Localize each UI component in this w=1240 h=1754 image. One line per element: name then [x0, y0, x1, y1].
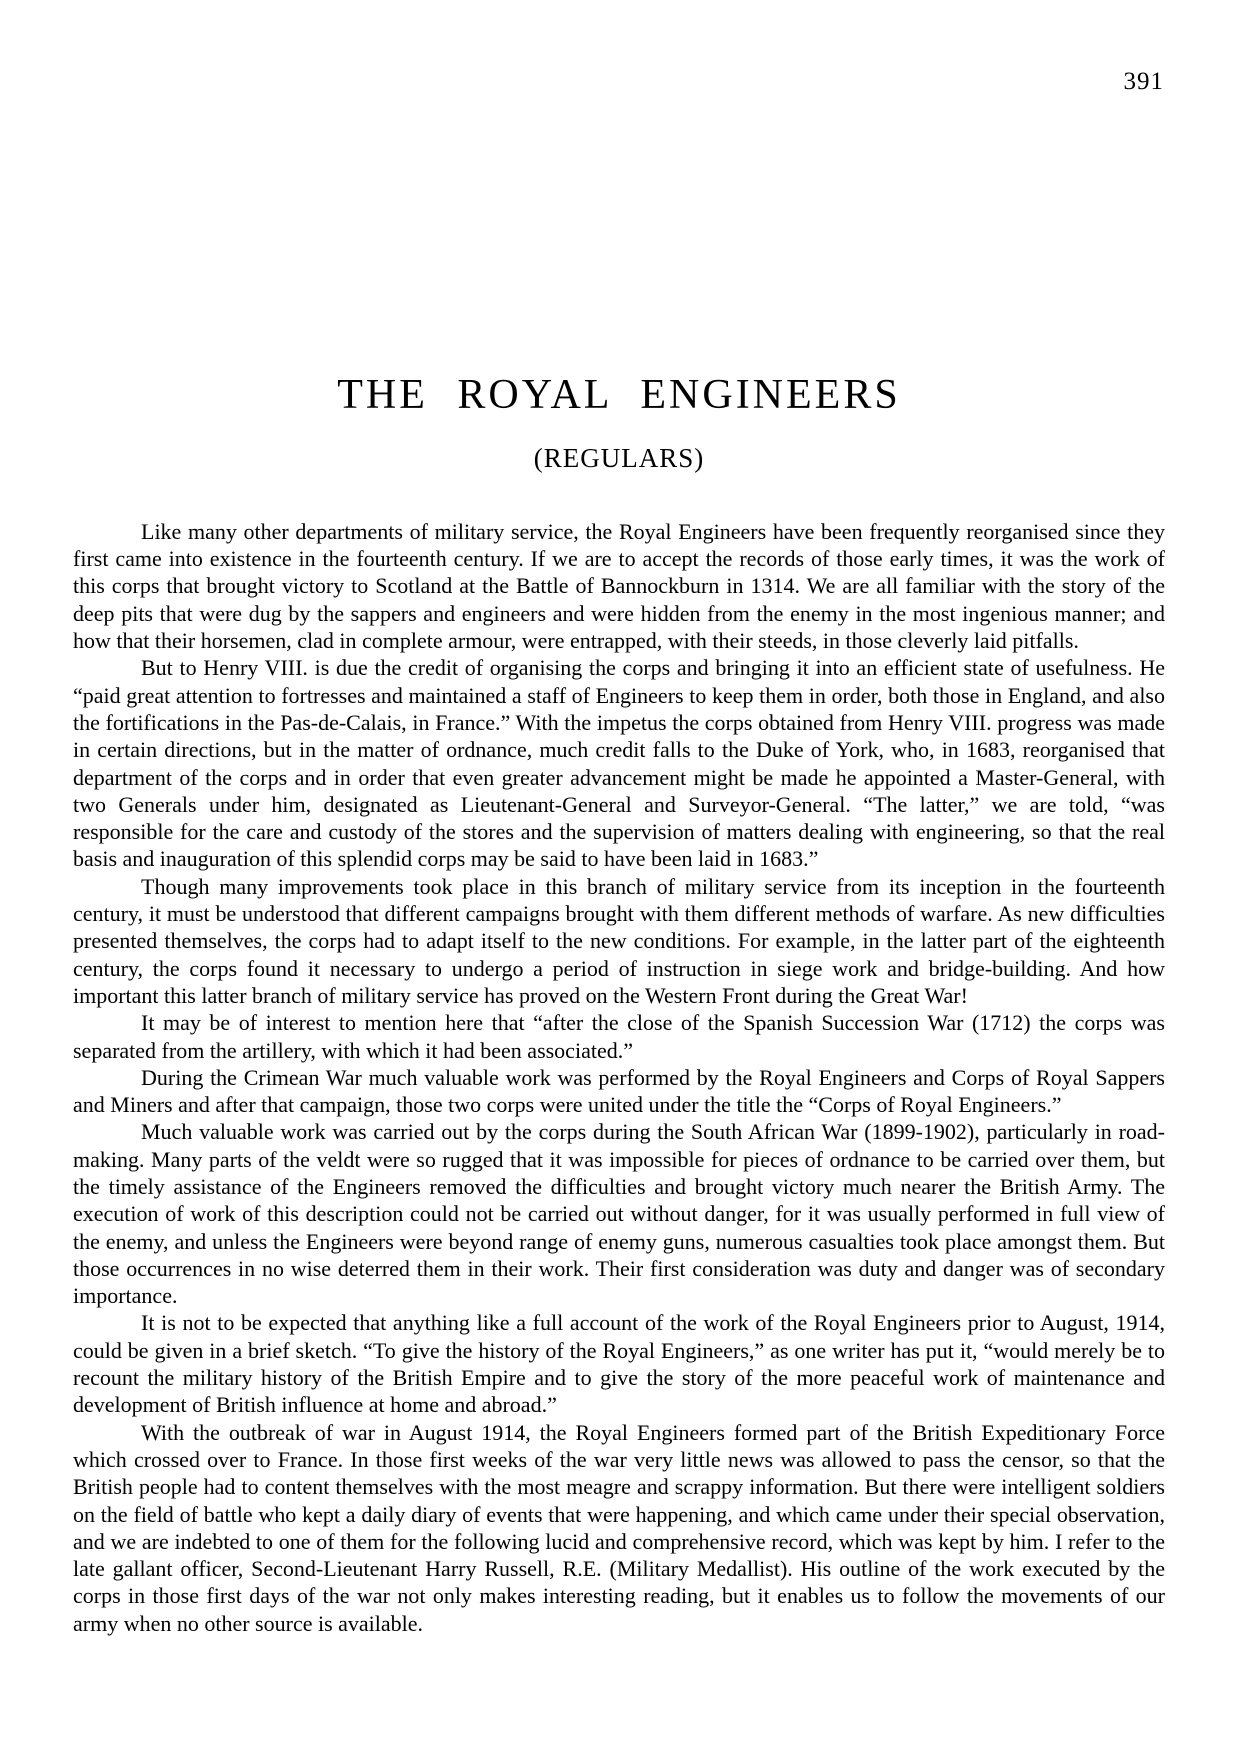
body-paragraph: With the outbreak of war in August 1914, the Royal Engineers formed part of the British Expeditionary Force which crossed over to France. In those first weeks of the war very little news was allowed to pass the censor, so that the British people had to content themselves with the most meagre and scrappy information. But there were intelligent soldiers on the field of battle who kept a daily diary of events that were happening, and which came under their special observation, and we are indebted to one of them for the following lucid and comprehensive record, which was kept by him. I refer to the late gallant officer, Second-Lieutenant Harry Russell, R.E. (Military Medallist). His outline of the work executed by the corps in those first days of the war not only makes interesting reading, but it enables us to follow the movements of our army when no other source is available. [73, 1419, 1165, 1636]
page-title: THE ROYAL ENGINEERS [337, 372, 901, 418]
body-paragraph: Though many improvements took place in this branch of military service from its inception in the fourteenth century, it must be understood that different campaigns brought with them different methods of warfare. As new difficulties presented themselves, the corps had to adapt itself to the new conditions. For example, in the latter part of the eighteenth century, the corps found it necessary to undergo a period of instruction in siege work and bridge-building. And how important this latter branch of military service has proved on the Western Front during the Great War! [73, 873, 1165, 1008]
page-subtitle: (REGULARS) [533, 443, 705, 474]
body-paragraph: Like many other departments of military service, the Royal Engineers have been frequently reorganised since they first came into existence in the fourteenth century. If we are to accept the records of those early times, it was the work of this corps that brought victory to Scotland at the Battle of Bannockburn in 1314. We are all familiar with the story of the deep pits that were dug by the sappers and engineers and were hidden from the enemy in the most ingenious manner; and how that their horsemen, clad in complete armour, were entrapped, with their steeds, in those cleverly laid pitfalls. [73, 518, 1165, 654]
body-paragraph: During the Crimean War much valuable work was performed by the Royal Engineers and Corps of Royal Sappers and Miners and after that campaign, those two corps were united under the title the “Corps of Royal Engineers.” [73, 1064, 1165, 1118]
body-paragraph: It is not to be expected that anything like a full account of the work of the Royal Engineers prior to August, 1914, could be given in a brief sketch. “To give the history of the Royal Engineers,” as one writer has put it, “would merely be to recount the military history of the British Empire and to give the story of the more peaceful work of maintenance and development of British influence at home and abroad.” [73, 1310, 1165, 1418]
page-number: 391 [1123, 68, 1164, 95]
article-body [73, 518, 1165, 1637]
body-paragraph: It may be of interest to mention here that “after the close of the Spanish Succession War (1712) the corps was separated from the artillery, with which it had been associated.” [73, 1010, 1165, 1063]
body-paragraph: But to Henry VIII. is due the credit of organising the corps and bringing it into an efficient state of usefulness. He “paid great attention to fortresses and maintained a staff of Engineers to keep them in order, both those in England, and also the fortifications in the Pas-de-Calais, in France.” With the impetus the corps obtained from Henry VIII. progress was made in certain directions, but in the matter of ordnance, much credit falls to the Duke of York, who, in 1683, reorganised that department of the corps and in order that even greater advancement might be made he appointed a Master-General, with two Generals under him, designated as Lieutenant-General and Surveyor-General. “The latter,” we are told, “was responsible for the care and custody of the stores and the supervision of matters dealing with engineering, so that the real basis and inauguration of this splendid corps may be said to have been laid in 1683.” [73, 655, 1165, 872]
body-paragraph: Much valuable work was carried out by the corps during the South African War (1899-1902), particularly in road-making. Many parts of the veldt were so rugged that it was impossible for pieces of ordnance to be carried over them, but the timely assistance of the Engineers removed the difficulties and brought victory much nearer the British Army. The execution of work of this description could not be carried out without danger, for it was usually performed in full view of the enemy, and unless the Engineers were beyond range of enemy guns, numerous casualties took place amongst them. But those occurrences in no wise deterred them in their work. Their first consideration was duty and danger was of secondary importance. [73, 1119, 1165, 1309]
